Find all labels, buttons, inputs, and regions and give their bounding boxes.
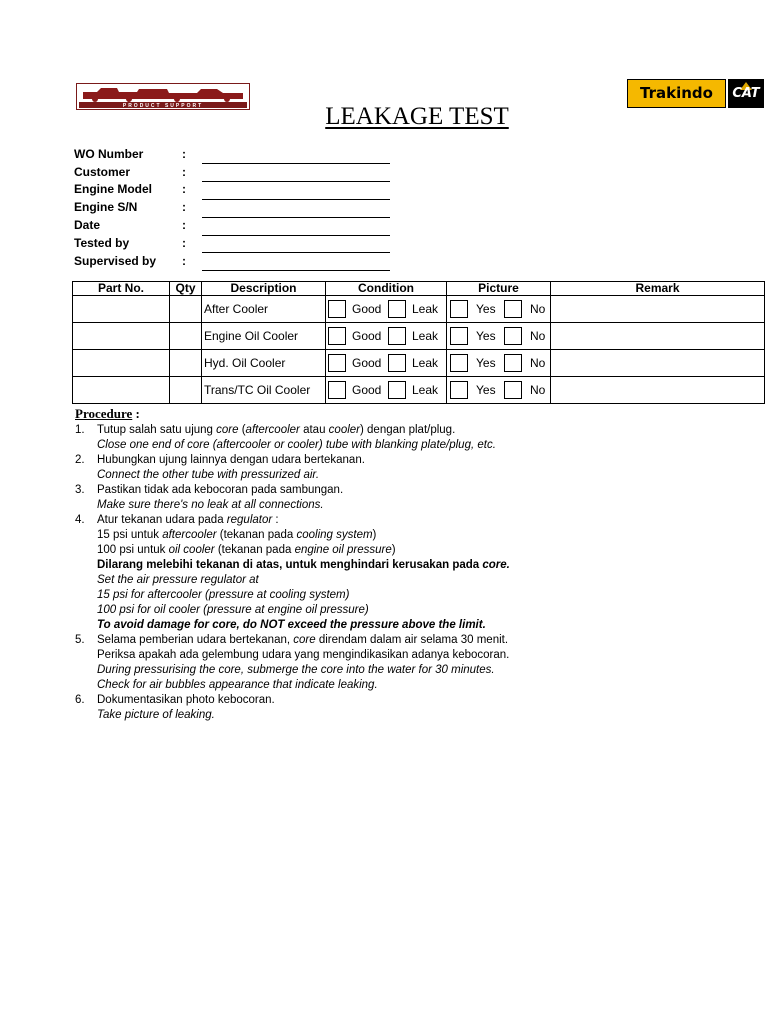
field-label-wo-number: WO Number (74, 147, 144, 161)
leak-checkbox[interactable] (388, 354, 406, 372)
part-no-cell[interactable] (73, 323, 170, 350)
part-no-cell[interactable] (73, 350, 170, 377)
condition-cell (326, 377, 447, 404)
customer-field[interactable] (202, 181, 390, 182)
table-header-row (73, 282, 765, 296)
field-colon: : (182, 236, 186, 250)
no-checkbox[interactable] (504, 327, 522, 345)
yes-checkbox[interactable] (450, 354, 468, 372)
qty-cell[interactable] (170, 350, 202, 377)
procedure-step-4: 4. Atur tekanan udara pada regulator : 15 psi untuk aftercooler (tekanan pada cooling system) 100 psi untuk oil cooler (tekanan pada engine oil pressure) Dilarang melebihi tekanan di atas, untuk menghindari kerusakan pada core. Set the air pressure regulator at 15 psi for aftercooler (pressure at cooling system) 100 psi for oil cooler (pressure at engine oil pressure) To avoid damage for core, do NOT exceed the pressure above the limit. (75, 514, 510, 631)
procedure-step-6: 6. Dokumentasikan photo kebocoran. Take picture of leaking. (75, 694, 275, 721)
engine-sn-field[interactable] (202, 217, 390, 218)
picture-cell (447, 323, 551, 350)
leak-checkbox[interactable] (388, 327, 406, 345)
leak-label: Leak (412, 356, 439, 370)
description-cell: After Cooler (202, 296, 326, 323)
field-label-customer: Customer (74, 165, 131, 179)
field-label-engine-model: Engine Model (74, 182, 152, 196)
good-label: Good (352, 302, 382, 316)
description-cell: Trans/TC Oil Cooler (202, 377, 326, 404)
field-colon: : (182, 254, 186, 268)
yes-label: Yes (476, 383, 496, 397)
table-row (73, 296, 765, 323)
field-colon: : (182, 200, 186, 214)
cat-logo-text: CAT (732, 86, 760, 101)
picture-cell (447, 350, 551, 377)
no-checkbox[interactable] (504, 354, 522, 372)
procedure-step-1: 1. Tutup salah satu ujung core (aftercooler atau cooler) dengan plat/plug. Close one end of core (aftercooler or cooler) tube with blanking plate/plug, etc. (75, 424, 496, 451)
yes-label: Yes (476, 356, 496, 370)
good-checkbox[interactable] (328, 327, 346, 345)
leak-label: Leak (412, 383, 439, 397)
leak-checkbox[interactable] (388, 381, 406, 399)
condition-cell (326, 323, 447, 350)
procedure-step-2: 2. Hubungkan ujung lainnya dengan udara bertekanan. Connect the other tube with pressurized air. (75, 454, 365, 481)
yes-checkbox[interactable] (450, 300, 468, 318)
remark-cell[interactable] (551, 296, 765, 323)
logo-text: PRODUCT SUPPORT (122, 103, 204, 109)
leak-label: Leak (412, 329, 439, 343)
description-cell: Hyd. Oil Cooler (202, 350, 326, 377)
good-label: Good (352, 383, 382, 397)
supervised-by-field[interactable] (202, 270, 390, 271)
yes-checkbox[interactable] (450, 327, 468, 345)
field-label-engine-sn: Engine S/N (74, 200, 138, 214)
qty-cell[interactable] (170, 323, 202, 350)
condition-cell (326, 296, 447, 323)
picture-cell (447, 377, 551, 404)
table-row (73, 377, 765, 404)
column-header-picture: Picture (447, 282, 551, 296)
remark-cell[interactable] (551, 323, 765, 350)
procedure-list (75, 423, 765, 723)
yes-checkbox[interactable] (450, 381, 468, 399)
no-checkbox[interactable] (504, 381, 522, 399)
trakindo-logo: Trakindo (627, 79, 726, 108)
field-label-date: Date (74, 218, 101, 232)
no-checkbox[interactable] (504, 300, 522, 318)
column-header-remark: Remark (551, 282, 765, 296)
column-header-condition: Condition (326, 282, 447, 296)
field-label-tested-by: Tested by (74, 236, 130, 250)
engine-model-field[interactable] (202, 199, 390, 200)
tested-by-field[interactable] (202, 252, 390, 253)
yes-label: Yes (476, 302, 496, 316)
part-no-cell[interactable] (73, 296, 170, 323)
condition-cell (326, 350, 447, 377)
leak-label: Leak (412, 302, 439, 316)
table-row (73, 323, 765, 350)
parts-table (72, 281, 765, 404)
wo-number-field[interactable] (202, 163, 390, 164)
good-checkbox[interactable] (328, 354, 346, 372)
yes-label: Yes (476, 329, 496, 343)
table-row (73, 350, 765, 377)
column-header-description: Description (202, 282, 326, 296)
good-checkbox[interactable] (328, 381, 346, 399)
page-title: LEAKAGE TEST (325, 103, 509, 130)
remark-cell[interactable] (551, 350, 765, 377)
remark-cell[interactable] (551, 377, 765, 404)
field-colon: : (182, 147, 186, 161)
picture-cell (447, 296, 551, 323)
field-label-supervised-by: Supervised by (74, 254, 157, 268)
column-header-qty: Qty (170, 282, 202, 296)
procedure-heading: Procedure : (75, 406, 140, 421)
qty-cell[interactable] (170, 296, 202, 323)
part-no-cell[interactable] (73, 377, 170, 404)
good-checkbox[interactable] (328, 300, 346, 318)
date-field[interactable] (202, 235, 390, 236)
leak-checkbox[interactable] (388, 300, 406, 318)
field-colon: : (182, 182, 186, 196)
no-label: No (530, 356, 546, 370)
good-label: Good (352, 329, 382, 343)
no-label: No (530, 302, 546, 316)
no-label: No (530, 329, 546, 343)
procedure-step-5: 5. Selama pemberian udara bertekanan, core direndam dalam air selama 30 menit. Periksa apakah ada gelembung udara yang mengindikasikan adanya kebocoran. During pressurising the core, submerge the core into the water for 30 minutes. Check for air bubbles appearance that indicate leaking. (75, 634, 510, 691)
qty-cell[interactable] (170, 377, 202, 404)
field-colon: : (182, 218, 186, 232)
description-cell: Engine Oil Cooler (202, 323, 326, 350)
no-label: No (530, 383, 546, 397)
column-header-part-no: Part No. (73, 282, 170, 296)
procedure-step-3: 3. Pastikan tidak ada kebocoran pada sambungan. Make sure there's no leak at all connections. (75, 484, 344, 511)
field-colon: : (182, 165, 186, 179)
good-label: Good (352, 356, 382, 370)
